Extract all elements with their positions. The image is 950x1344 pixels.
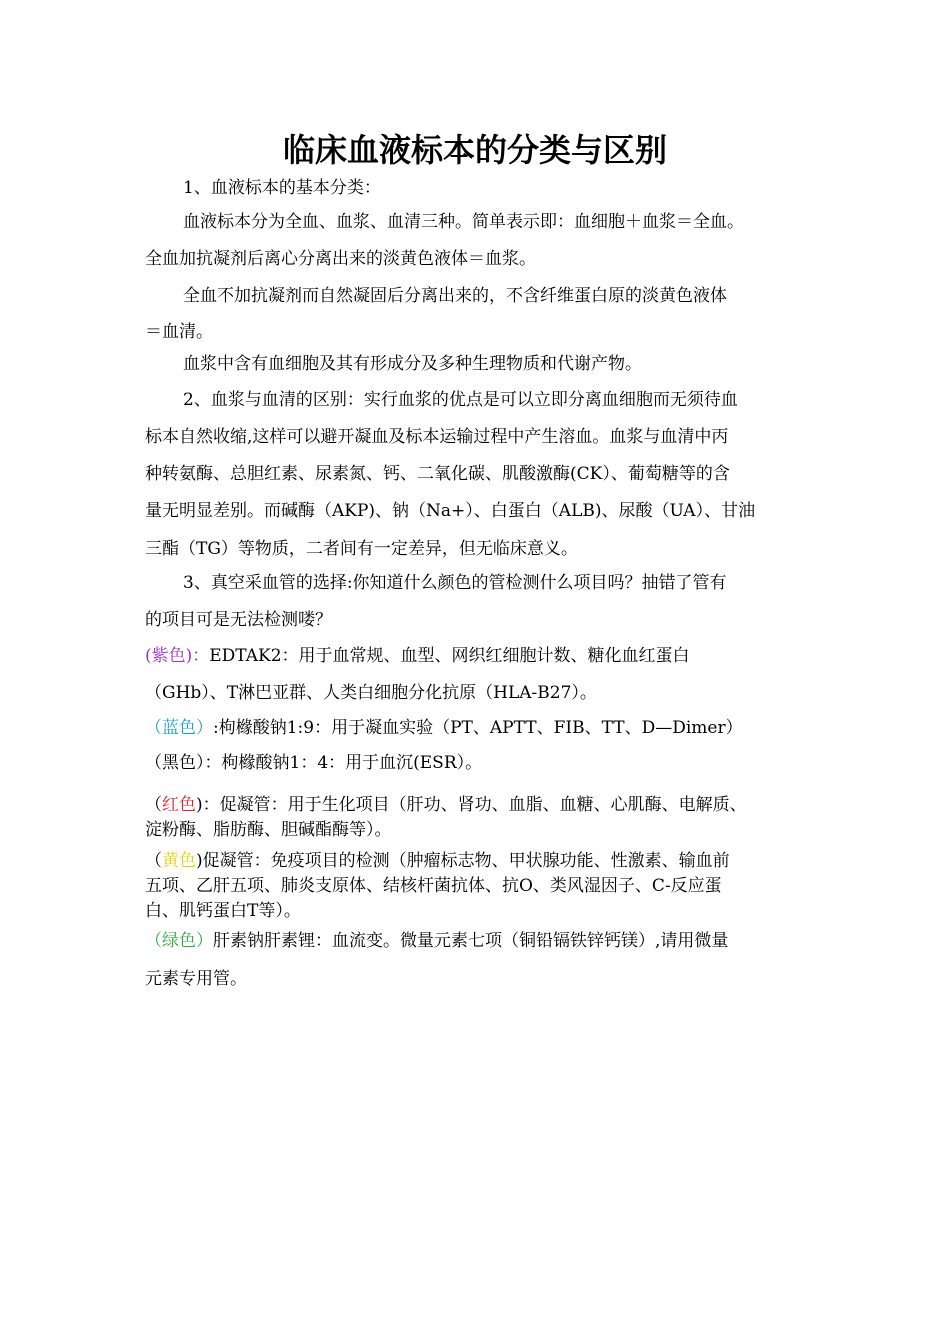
section-2-line: 2、血浆与血清的区别：实行血浆的优点是可以立即分离血细胞而无须待血: [183, 390, 738, 410]
tube-green-line-2: 元素专用管。: [145, 969, 247, 989]
section-2-line: 标本自然收缩,这样可以避开凝血及标本运输过程中产生溶血。血浆与血清中丙: [145, 427, 729, 447]
section-2-line: 量无明显差别。而碱酶（AKP)、钠（Na+）、白蛋白（ALB)、尿酸（UA）、甘油: [145, 501, 756, 521]
paragraph-line: 血浆中含有血细胞及其有形成分及多种生理物质和代谢产物。: [183, 354, 642, 374]
tube-color-yellow: 黄色: [162, 851, 196, 871]
tube-red-text: )：促凝管：用于生化项目（肝功、肾功、血脂、血糖、心肌酶、电解质、: [196, 795, 747, 815]
paragraph-line: ＝血清。: [145, 322, 213, 342]
tube-black-line: [145, 751, 482, 775]
tube-color-green: （绿色）: [145, 931, 213, 951]
tube-yellow-text: )促凝管：免疫项目的检测（肿瘤标志物、甲状腺功能、性激素、输血前: [196, 851, 730, 871]
tube-color-blue: （蓝色）: [145, 718, 213, 738]
section-1-heading: 1、血液标本的基本分类：: [183, 178, 381, 198]
tube-yellow-open: （: [145, 851, 162, 871]
tube-blue-text: :枸橼酸钠1:9：用于凝血实验（PT、APTT、FIB、TT、D—Dimer）: [213, 718, 743, 738]
paragraph-line: 血液标本分为全血、血浆、血清三种。简单表示即：血细胞＋血浆＝全血。: [183, 212, 744, 232]
tube-yellow-line-3: 白、肌钙蛋白T等）。: [145, 901, 301, 921]
tube-green-text: 肝素钠肝素锂：血流变。微量元素七项（铜铅镉铁锌钙镁）,请用微量: [213, 931, 729, 951]
paragraph-line: 全血不加抗凝剂而自然凝固后分离出来的，不含纤维蛋白原的淡黄色液体: [183, 286, 727, 306]
tube-red-line: [145, 793, 747, 817]
tube-black-text: ：枸橼酸钠1：4：用于血沉(ESR）。: [204, 753, 483, 773]
tube-color-black: （黑色）: [145, 753, 205, 773]
section-3-line: 的项目可是无法检测喽？: [145, 610, 332, 630]
page-title: 临床血液标本的分类与区别: [282, 131, 667, 169]
tube-green-line: [145, 929, 728, 953]
section-2-line: 种转氨酶、总胆红素、尿素氮、钙、二氧化碳、肌酸激酶(CK）、葡萄糖等的含: [145, 464, 730, 484]
tube-color-purple: (紫色)：: [145, 646, 210, 666]
tube-yellow-line-2: 五项、乙肝五项、肺炎支原体、结核杆菌抗体、抗O、类风湿因子、C-反应蛋: [145, 876, 722, 896]
tube-color-red: 红色: [162, 795, 196, 815]
tube-blue-line: [145, 716, 743, 740]
tube-red-open: （: [145, 795, 162, 815]
tube-purple-line-2: （GHb）、T淋巴亚群、人类白细胞分化抗原（HLA-B27）。: [145, 683, 597, 703]
tube-red-line-2: 淀粉酶、脂肪酶、胆碱酯酶等）。: [145, 820, 392, 840]
tube-yellow-line: [145, 849, 730, 873]
section-2-line: 三酯（TG）等物质，二者间有一定差异，但无临床意义。: [145, 539, 578, 559]
tube-purple-text: EDTAK2：用于血常规、血型、网织红细胞计数、糖化血红蛋白: [209, 646, 690, 666]
paragraph-line: 全血加抗凝剂后离心分离出来的淡黄色液体＝血浆。: [145, 249, 536, 269]
section-3-line: 3、真空采血管的选择:你知道什么颜色的管检测什么项目吗？抽错了管有: [183, 573, 727, 593]
tube-purple-line: [145, 644, 690, 668]
